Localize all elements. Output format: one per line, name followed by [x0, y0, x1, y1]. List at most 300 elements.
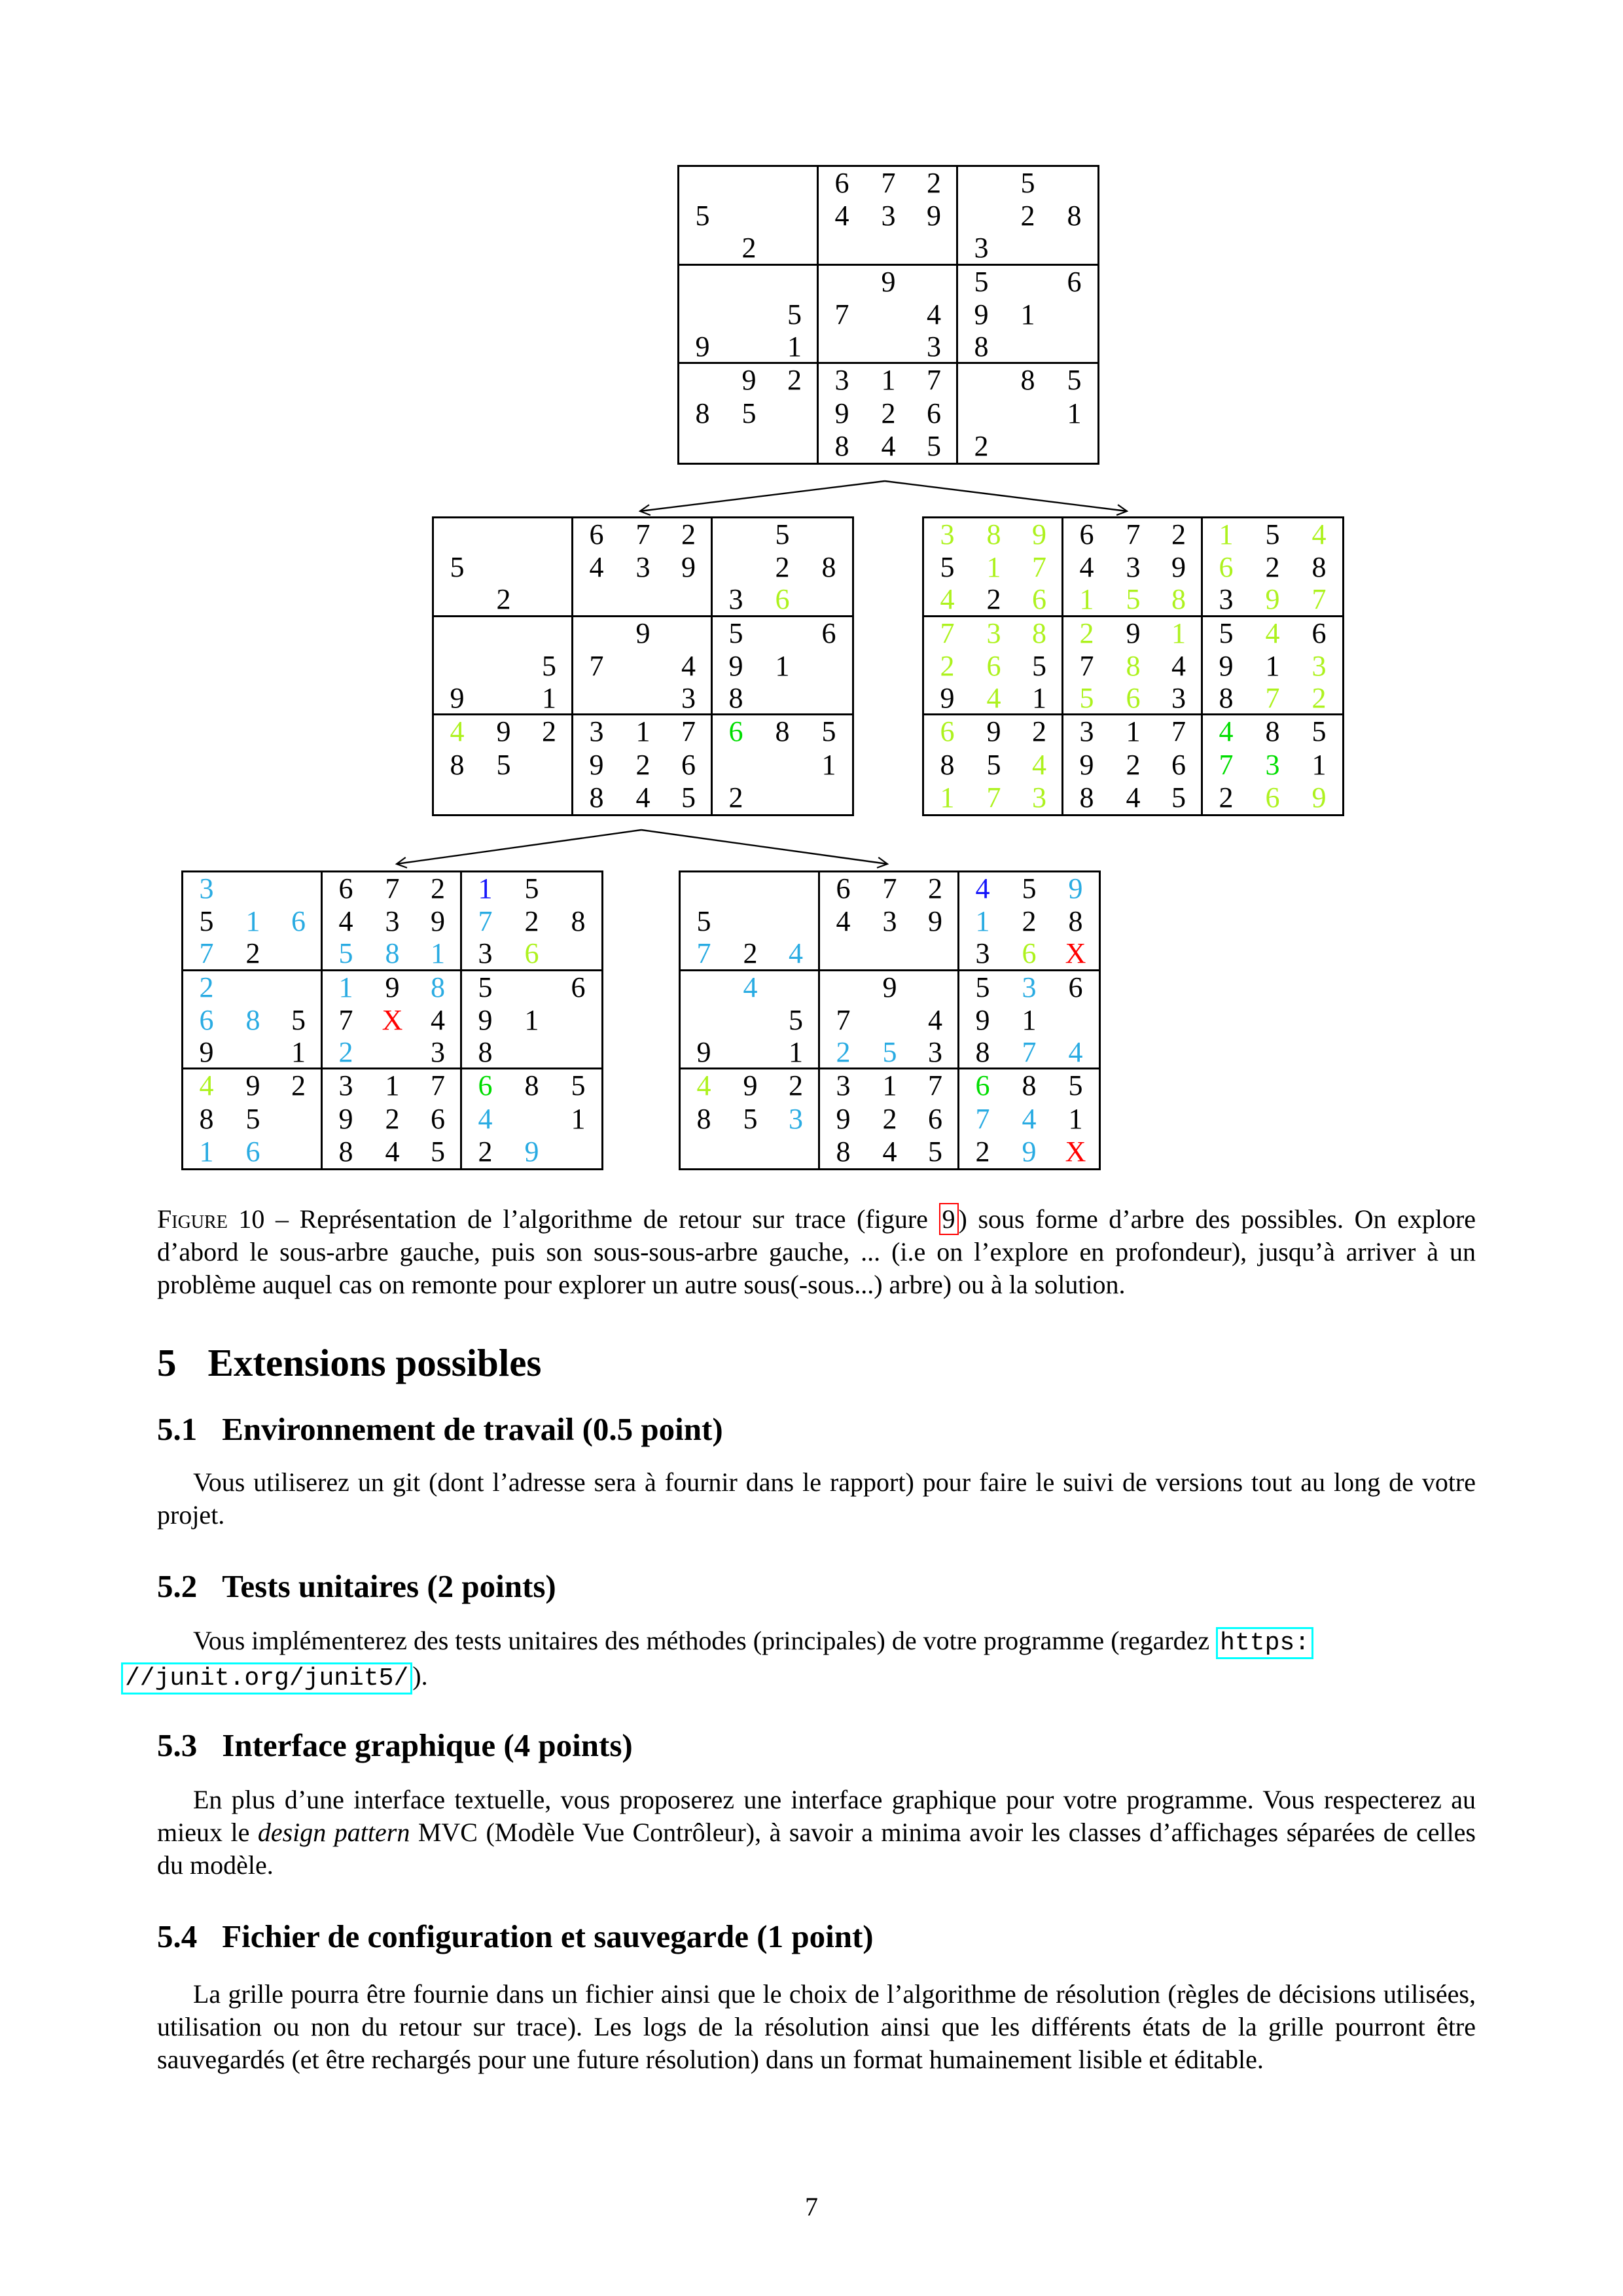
sudoku-cell: 8 — [1156, 584, 1203, 617]
sudoku-cell — [726, 298, 772, 331]
sudoku-cell: 6 — [1079, 518, 1094, 551]
sudoku-cell: 5 — [940, 551, 955, 584]
sudoku-cell: 6 — [338, 872, 353, 905]
section-5-1-number: 5.1 — [157, 1411, 198, 1447]
sudoku-cell: 5 — [478, 971, 493, 1003]
sudoku-cell: 6 — [1265, 781, 1280, 814]
sudoku-cell — [726, 200, 772, 232]
sudoku-cell — [772, 397, 819, 430]
sudoku-cell: 6 — [759, 584, 806, 617]
sudoku-cell — [866, 938, 913, 971]
sudoku-cell: 7 — [1006, 1037, 1052, 1069]
sudoku-cell: 5 — [774, 1004, 820, 1037]
page-number: 7 — [805, 2192, 818, 2221]
sudoku-cell: 1 — [571, 1102, 586, 1135]
sudoku-cell — [620, 584, 666, 617]
sudoku-cell: 4 — [199, 1069, 214, 1102]
sudoku-cell: 1 — [1063, 584, 1110, 617]
sudoku-cell: 7 — [940, 617, 955, 649]
sudoku-cell — [508, 1103, 555, 1136]
sudoku-cell — [434, 781, 480, 814]
section-5-3-text-after: MVC (Modèle Vue Contrôleur), à savoir a minima avoir les classes d’affichages séparées de celles du modèle. — [157, 1818, 1476, 1880]
sudoku-cell: 4 — [881, 429, 896, 462]
sudoku-cell: 8 — [589, 781, 604, 814]
sudoku-cell: 9 — [1249, 584, 1296, 617]
sudoku-cell — [434, 617, 480, 650]
sudoku-cell — [806, 584, 852, 617]
sudoku-cell: 4 — [385, 1135, 400, 1168]
sudoku-cell — [958, 364, 1005, 397]
sudoku-cell: 1 — [986, 551, 1001, 584]
sudoku-cell: 8 — [775, 715, 790, 748]
sudoku-cell — [620, 683, 666, 715]
sudoku-cell: 6 — [1156, 749, 1203, 781]
sudoku-cell — [806, 781, 852, 814]
sudoku-cell — [726, 167, 772, 200]
sudoku-cell: 6 — [1311, 617, 1327, 649]
sudoku-cell: 5 — [741, 397, 757, 429]
sudoku-cell — [772, 430, 819, 463]
section-5-2-text-after: ). — [412, 1661, 428, 1691]
sudoku-cell — [1005, 266, 1051, 298]
section-5-1-heading — [157, 1412, 723, 1446]
sudoku-cell: 4 — [1079, 551, 1094, 584]
sudoku-cell — [819, 331, 865, 364]
sudoku-cell — [555, 1037, 601, 1069]
section-5-2-heading — [157, 1570, 556, 1603]
sudoku-cell: 4 — [450, 715, 465, 748]
sudoku-cell: 1 — [1219, 518, 1234, 551]
sudoku-cell: 5 — [1017, 650, 1063, 683]
sudoku-cell — [1005, 430, 1051, 463]
sudoku-cell: 5 — [1067, 364, 1082, 397]
sudoku-cell: 3 — [774, 1103, 820, 1136]
sudoku-cell: 2 — [276, 1069, 323, 1102]
sudoku-cell: 8 — [416, 971, 462, 1004]
sudoku-cell — [573, 683, 620, 715]
sudoku-cell — [912, 232, 958, 265]
sudoku-cell: 1 — [524, 1003, 539, 1036]
sudoku-cell — [679, 167, 726, 200]
sudoku-cell — [527, 749, 573, 781]
sudoku-cell: 6 — [1110, 683, 1156, 715]
sudoku-cell: 2 — [971, 584, 1017, 617]
sudoku-cell — [573, 617, 620, 650]
sudoku-cell: 5 — [775, 518, 790, 551]
sudoku-cell — [1051, 298, 1097, 331]
sudoku-cell: 2 — [728, 781, 743, 814]
sudoku-cell: 9 — [913, 905, 959, 938]
sudoku-cell: 9 — [681, 1037, 727, 1069]
section-5-2-paragraph — [125, 1624, 1476, 1695]
sudoku-cell: 6 — [508, 938, 555, 971]
sudoku-cell: 4 — [696, 1069, 711, 1102]
sudoku-cell: 1 — [1265, 649, 1280, 682]
sudoku-cell — [434, 518, 480, 551]
sudoku-cell — [681, 872, 727, 905]
sudoku-cell: 7 — [986, 781, 1001, 814]
junit-url-link-part1[interactable]: https: — [1216, 1627, 1313, 1659]
sudoku-cell: 8 — [695, 397, 710, 429]
sudoku-cell: 2 — [727, 938, 774, 971]
sudoku-cell: 7 — [881, 167, 896, 200]
arrow-left-to-bottom-right — [641, 830, 887, 864]
sudoku-cell: 5 — [527, 650, 573, 683]
sudoku-cell — [679, 266, 726, 298]
sudoku-cell — [1052, 1004, 1099, 1037]
sudoku-cell — [774, 971, 820, 1004]
sudoku-cell: 9 — [589, 748, 604, 781]
sudoku-cell: 8 — [1079, 781, 1094, 814]
sudoku-cell: 5 — [1156, 781, 1203, 814]
sudoku-cell: 2 — [323, 1037, 369, 1069]
sudoku-cell: 4 — [836, 905, 851, 938]
sudoku-cell: 1 — [882, 1069, 897, 1102]
sudoku-cell: 1 — [338, 971, 353, 1003]
sudoku-cell: 3 — [986, 617, 1001, 649]
sudoku-cell — [759, 749, 806, 781]
sudoku-cell: 6 — [478, 1069, 493, 1102]
sudoku-cell: 2 — [527, 715, 573, 748]
sudoku-cell: 3 — [1017, 781, 1063, 814]
sudoku-cell: 1 — [774, 1037, 820, 1069]
figure-reference-link[interactable]: 9 — [939, 1203, 959, 1235]
sudoku-cell: 6 — [1068, 971, 1083, 1003]
sudoku-cell: 3 — [912, 331, 958, 364]
sudoku-cell — [806, 683, 852, 715]
sudoku-cell: 6 — [245, 1135, 260, 1168]
sudoku-cell: 4 — [338, 905, 353, 938]
sudoku-cell: X — [1052, 938, 1099, 971]
sudoku-cell: 2 — [912, 167, 958, 200]
sudoku-cell: 4 — [1022, 1102, 1037, 1135]
sudoku-cell — [276, 1103, 323, 1136]
sudoku-cell — [819, 232, 865, 265]
sudoku-cell — [555, 1004, 601, 1037]
sudoku-cell: 3 — [1079, 715, 1094, 748]
sudoku-cell: 1 — [478, 872, 493, 905]
sudoku-cell: 2 — [480, 584, 527, 617]
sudoku-cell: 6 — [589, 518, 604, 551]
sudoku-cell: 5 — [975, 971, 990, 1003]
sudoku-cell — [958, 397, 1005, 430]
sudoku-cell: 1 — [1311, 748, 1327, 781]
sudoku-cell: 2 — [1079, 617, 1094, 649]
sudoku-cell: 2 — [230, 938, 276, 971]
sudoku-cell: 4 — [589, 551, 604, 584]
sudoku-cell: 8 — [1017, 617, 1063, 650]
sudoku-cell — [480, 781, 527, 814]
sudoku-cell — [230, 971, 276, 1004]
sudoku-grid-bottom-right — [679, 870, 1101, 1170]
sudoku-cell: 3 — [1126, 551, 1141, 584]
sudoku-cell: 6 — [986, 649, 1001, 682]
sudoku-cell: 1 — [940, 781, 955, 814]
sudoku-cell: 9 — [666, 551, 713, 584]
sudoku-cell — [276, 872, 323, 905]
sudoku-cell: 6 — [1017, 584, 1063, 617]
sudoku-cell: 3 — [913, 1037, 959, 1069]
sudoku-cell — [527, 781, 573, 814]
sudoku-cell: 7 — [478, 905, 493, 938]
sudoku-cell: 3 — [836, 1069, 851, 1102]
sudoku-cell: 7 — [1126, 518, 1141, 551]
sudoku-cell — [913, 938, 959, 971]
sudoku-cell: 9 — [338, 1102, 353, 1135]
sudoku-cell: 2 — [774, 1069, 820, 1102]
sudoku-cell: 8 — [1022, 1069, 1037, 1102]
sudoku-cell: 5 — [450, 551, 465, 584]
sudoku-cell: 4 — [912, 298, 958, 331]
sudoku-grid-middle-right — [922, 516, 1344, 816]
sudoku-cell: 3 — [881, 200, 896, 232]
sudoku-cell — [1005, 232, 1051, 265]
sudoku-cell: 1 — [1126, 715, 1141, 748]
sudoku-cell: 9 — [1068, 872, 1083, 905]
sudoku-cell: 4 — [882, 1135, 897, 1168]
sudoku-cell: 4 — [635, 781, 651, 814]
sudoku-cell — [1005, 397, 1051, 430]
sudoku-cell — [434, 584, 480, 617]
sudoku-cell: 6 — [975, 1069, 990, 1102]
sudoku-cell: 3 — [666, 683, 713, 715]
sudoku-cell: 9 — [743, 1069, 758, 1102]
sudoku-cell: 4 — [971, 683, 1017, 715]
sudoku-cell: 6 — [416, 1103, 462, 1136]
sudoku-cell: 3 — [1156, 683, 1203, 715]
sudoku-cell: 8 — [1203, 683, 1249, 715]
sudoku-cell — [555, 872, 601, 905]
sudoku-cell — [774, 905, 820, 938]
sudoku-cell: 2 — [974, 429, 989, 462]
sudoku-cell: 5 — [696, 905, 711, 938]
sudoku-cell — [681, 1136, 727, 1168]
sudoku-cell: 1 — [245, 905, 260, 938]
sudoku-cell: 4 — [913, 1004, 959, 1037]
sudoku-cell: X — [1065, 1135, 1086, 1168]
sudoku-cell: 7 — [385, 872, 400, 905]
sudoku-cell: 4 — [1017, 749, 1063, 781]
sudoku-cell — [726, 430, 772, 463]
sudoku-cell — [276, 1136, 323, 1168]
sudoku-cell: 8 — [571, 905, 586, 938]
sudoku-cell — [573, 584, 620, 617]
section-5-4-number: 5.4 — [157, 1918, 198, 1954]
sudoku-cell — [679, 232, 726, 265]
sudoku-cell: 2 — [1020, 200, 1035, 232]
sudoku-cell: 3 — [940, 518, 955, 551]
sudoku-cell: 8 — [940, 748, 955, 781]
sudoku-cell: 5 — [245, 1102, 260, 1135]
sudoku-cell — [230, 872, 276, 905]
sudoku-cell: 8 — [959, 1037, 1006, 1069]
sudoku-cell: 1 — [1020, 298, 1035, 331]
design-pattern-italic: design pattern — [257, 1818, 410, 1847]
sudoku-cell: 1 — [416, 938, 462, 971]
sudoku-cell: 9 — [836, 1102, 851, 1135]
sudoku-cell: 4 — [1126, 781, 1141, 814]
sudoku-cell: 3 — [199, 872, 214, 905]
sudoku-cell — [527, 518, 573, 551]
sudoku-cell: 7 — [975, 1102, 990, 1135]
sudoku-cell — [958, 167, 1005, 200]
sudoku-cell: 6 — [1006, 938, 1052, 971]
sudoku-cell: 9 — [1156, 551, 1203, 584]
sudoku-cell — [727, 1037, 774, 1069]
sudoku-grid-bottom-left — [181, 870, 603, 1170]
sudoku-cell: 5 — [912, 430, 958, 463]
sudoku-cell: 1 — [881, 364, 896, 397]
sudoku-cell: 6 — [1067, 265, 1082, 298]
sudoku-cell — [819, 266, 865, 298]
sudoku-cell: 5 — [199, 905, 214, 938]
sudoku-cell: 4 — [416, 1004, 462, 1037]
sudoku-cell: 5 — [695, 200, 710, 232]
sudoku-cell: 3 — [338, 1069, 353, 1102]
sudoku-cell: 8 — [245, 1003, 260, 1036]
sudoku-cell — [772, 167, 819, 200]
sudoku-cell: 6 — [1219, 551, 1234, 584]
sudoku-cell: 8 — [1265, 715, 1280, 748]
sudoku-cell — [806, 518, 852, 551]
sudoku-cell: 6 — [199, 1003, 214, 1036]
sudoku-cell: 6 — [571, 971, 586, 1003]
sudoku-cell: 1 — [772, 331, 819, 364]
sudoku-cell: 5 — [1219, 617, 1234, 649]
sudoku-cell — [820, 938, 866, 971]
sudoku-cell — [679, 430, 726, 463]
sudoku-cell: 7 — [882, 872, 897, 905]
sudoku-cell — [679, 298, 726, 331]
section-5-2-number: 5.2 — [157, 1568, 198, 1604]
sudoku-cell: 9 — [496, 715, 511, 748]
section-5-3-title: Interface graphique (4 points) — [222, 1727, 633, 1763]
sudoku-cell: 9 — [385, 971, 400, 1003]
sudoku-cell: 3 — [959, 938, 1006, 971]
sudoku-cell: 5 — [496, 748, 511, 781]
sudoku-cell: 1 — [635, 715, 651, 748]
sudoku-cell — [369, 1037, 416, 1069]
junit-url-link-part2[interactable]: //junit.org/junit5/ — [121, 1662, 412, 1695]
section-5-4-title: Fichier de configuration et sauvegarde (1 point) — [222, 1918, 874, 1954]
sudoku-cell: 5 — [1265, 518, 1280, 551]
sudoku-cell: 3 — [1311, 649, 1327, 682]
sudoku-cell — [527, 584, 573, 617]
arrow-root-to-right — [885, 481, 1127, 511]
sudoku-cell: 8 — [986, 518, 1001, 551]
sudoku-cell: 7 — [1219, 748, 1234, 781]
sudoku-cell: 8 — [834, 429, 849, 462]
sudoku-cell: 7 — [912, 364, 958, 397]
sudoku-cell: 9 — [524, 1135, 539, 1168]
sudoku-cell: 7 — [913, 1069, 959, 1102]
sudoku-cell: 9 — [1022, 1135, 1037, 1168]
sudoku-cell — [713, 518, 759, 551]
sudoku-cell: 5 — [1110, 584, 1156, 617]
sudoku-cell: 7 — [1079, 649, 1094, 682]
sudoku-cell: 6 — [821, 617, 836, 649]
sudoku-cell — [726, 331, 772, 364]
sudoku-cell: 5 — [913, 1136, 959, 1168]
sudoku-cell: 1 — [527, 683, 573, 715]
section-5-4-heading — [157, 1920, 874, 1953]
sudoku-cell — [679, 364, 726, 397]
sudoku-cell: 2 — [416, 872, 462, 905]
sudoku-cell: 8 — [958, 331, 1005, 364]
sudoku-cell — [480, 518, 527, 551]
sudoku-cell — [865, 298, 912, 331]
sudoku-cell: 7 — [1156, 715, 1203, 748]
figure-caption-dash: – — [264, 1204, 300, 1234]
sudoku-cell: 6 — [276, 905, 323, 938]
sudoku-cell — [1051, 430, 1097, 463]
sudoku-cell — [666, 584, 713, 617]
arrow-left-to-bottom-left — [397, 830, 641, 864]
sudoku-cell: 2 — [772, 364, 819, 397]
sudoku-cell: 4 — [1311, 518, 1327, 551]
sudoku-cell — [913, 971, 959, 1004]
sudoku-cell — [1051, 331, 1097, 364]
sudoku-cell: 9 — [975, 1003, 990, 1036]
sudoku-cell: 9 — [183, 1037, 230, 1069]
sudoku-cell — [774, 872, 820, 905]
sudoku-cell: 8 — [369, 938, 416, 971]
sudoku-cell: 4 — [666, 650, 713, 683]
sudoku-cell: 8 — [199, 1102, 214, 1135]
sudoku-cell: 5 — [743, 1102, 758, 1135]
sudoku-cell: 1 — [1017, 683, 1063, 715]
sudoku-cell: 8 — [338, 1135, 353, 1168]
sudoku-cell: 6 — [666, 749, 713, 781]
sudoku-cell: 3 — [589, 715, 604, 748]
sudoku-cell: 5 — [524, 872, 539, 905]
sudoku-cell — [713, 551, 759, 584]
sudoku-cell: 3 — [635, 551, 651, 584]
sudoku-cell: 4 — [774, 938, 820, 971]
sudoku-cell: 9 — [974, 298, 989, 331]
sudoku-cell — [508, 971, 555, 1004]
sudoku-cell: 8 — [524, 1069, 539, 1102]
sudoku-cell — [806, 650, 852, 683]
sudoku-cell: 2 — [940, 649, 955, 682]
sudoku-cell: 7 — [836, 1003, 851, 1036]
sudoku-cell: 9 — [245, 1069, 260, 1102]
sudoku-cell: 2 — [726, 232, 772, 265]
section-5-3-heading — [157, 1729, 633, 1762]
sudoku-cell: 3 — [1265, 748, 1280, 781]
sudoku-cell: 9 — [986, 715, 1001, 748]
sudoku-cell: 9 — [434, 683, 480, 715]
figure-caption-text-before: Représentation de l’algorithme de retour sur trace (figure — [299, 1204, 939, 1234]
sudoku-cell — [1005, 331, 1051, 364]
sudoku-cell: 9 — [882, 971, 897, 1003]
sudoku-cell: 5 — [866, 1037, 913, 1069]
sudoku-cell — [1051, 167, 1097, 200]
sudoku-cell: 9 — [881, 265, 896, 298]
sudoku-cell — [666, 617, 713, 650]
sudoku-cell: 7 — [1296, 584, 1342, 617]
sudoku-cell: 3 — [958, 232, 1005, 265]
sudoku-cell: 4 — [478, 1102, 493, 1135]
sudoku-cell: 8 — [1067, 200, 1082, 232]
arrow-root-to-left — [640, 481, 885, 511]
sudoku-cell: 7 — [338, 1003, 353, 1036]
sudoku-cell: 5 — [416, 1136, 462, 1168]
figure-caption — [157, 1203, 1476, 1301]
section-5-heading — [157, 1343, 541, 1384]
sudoku-cell — [230, 1037, 276, 1069]
sudoku-cell: 7 — [834, 298, 849, 331]
